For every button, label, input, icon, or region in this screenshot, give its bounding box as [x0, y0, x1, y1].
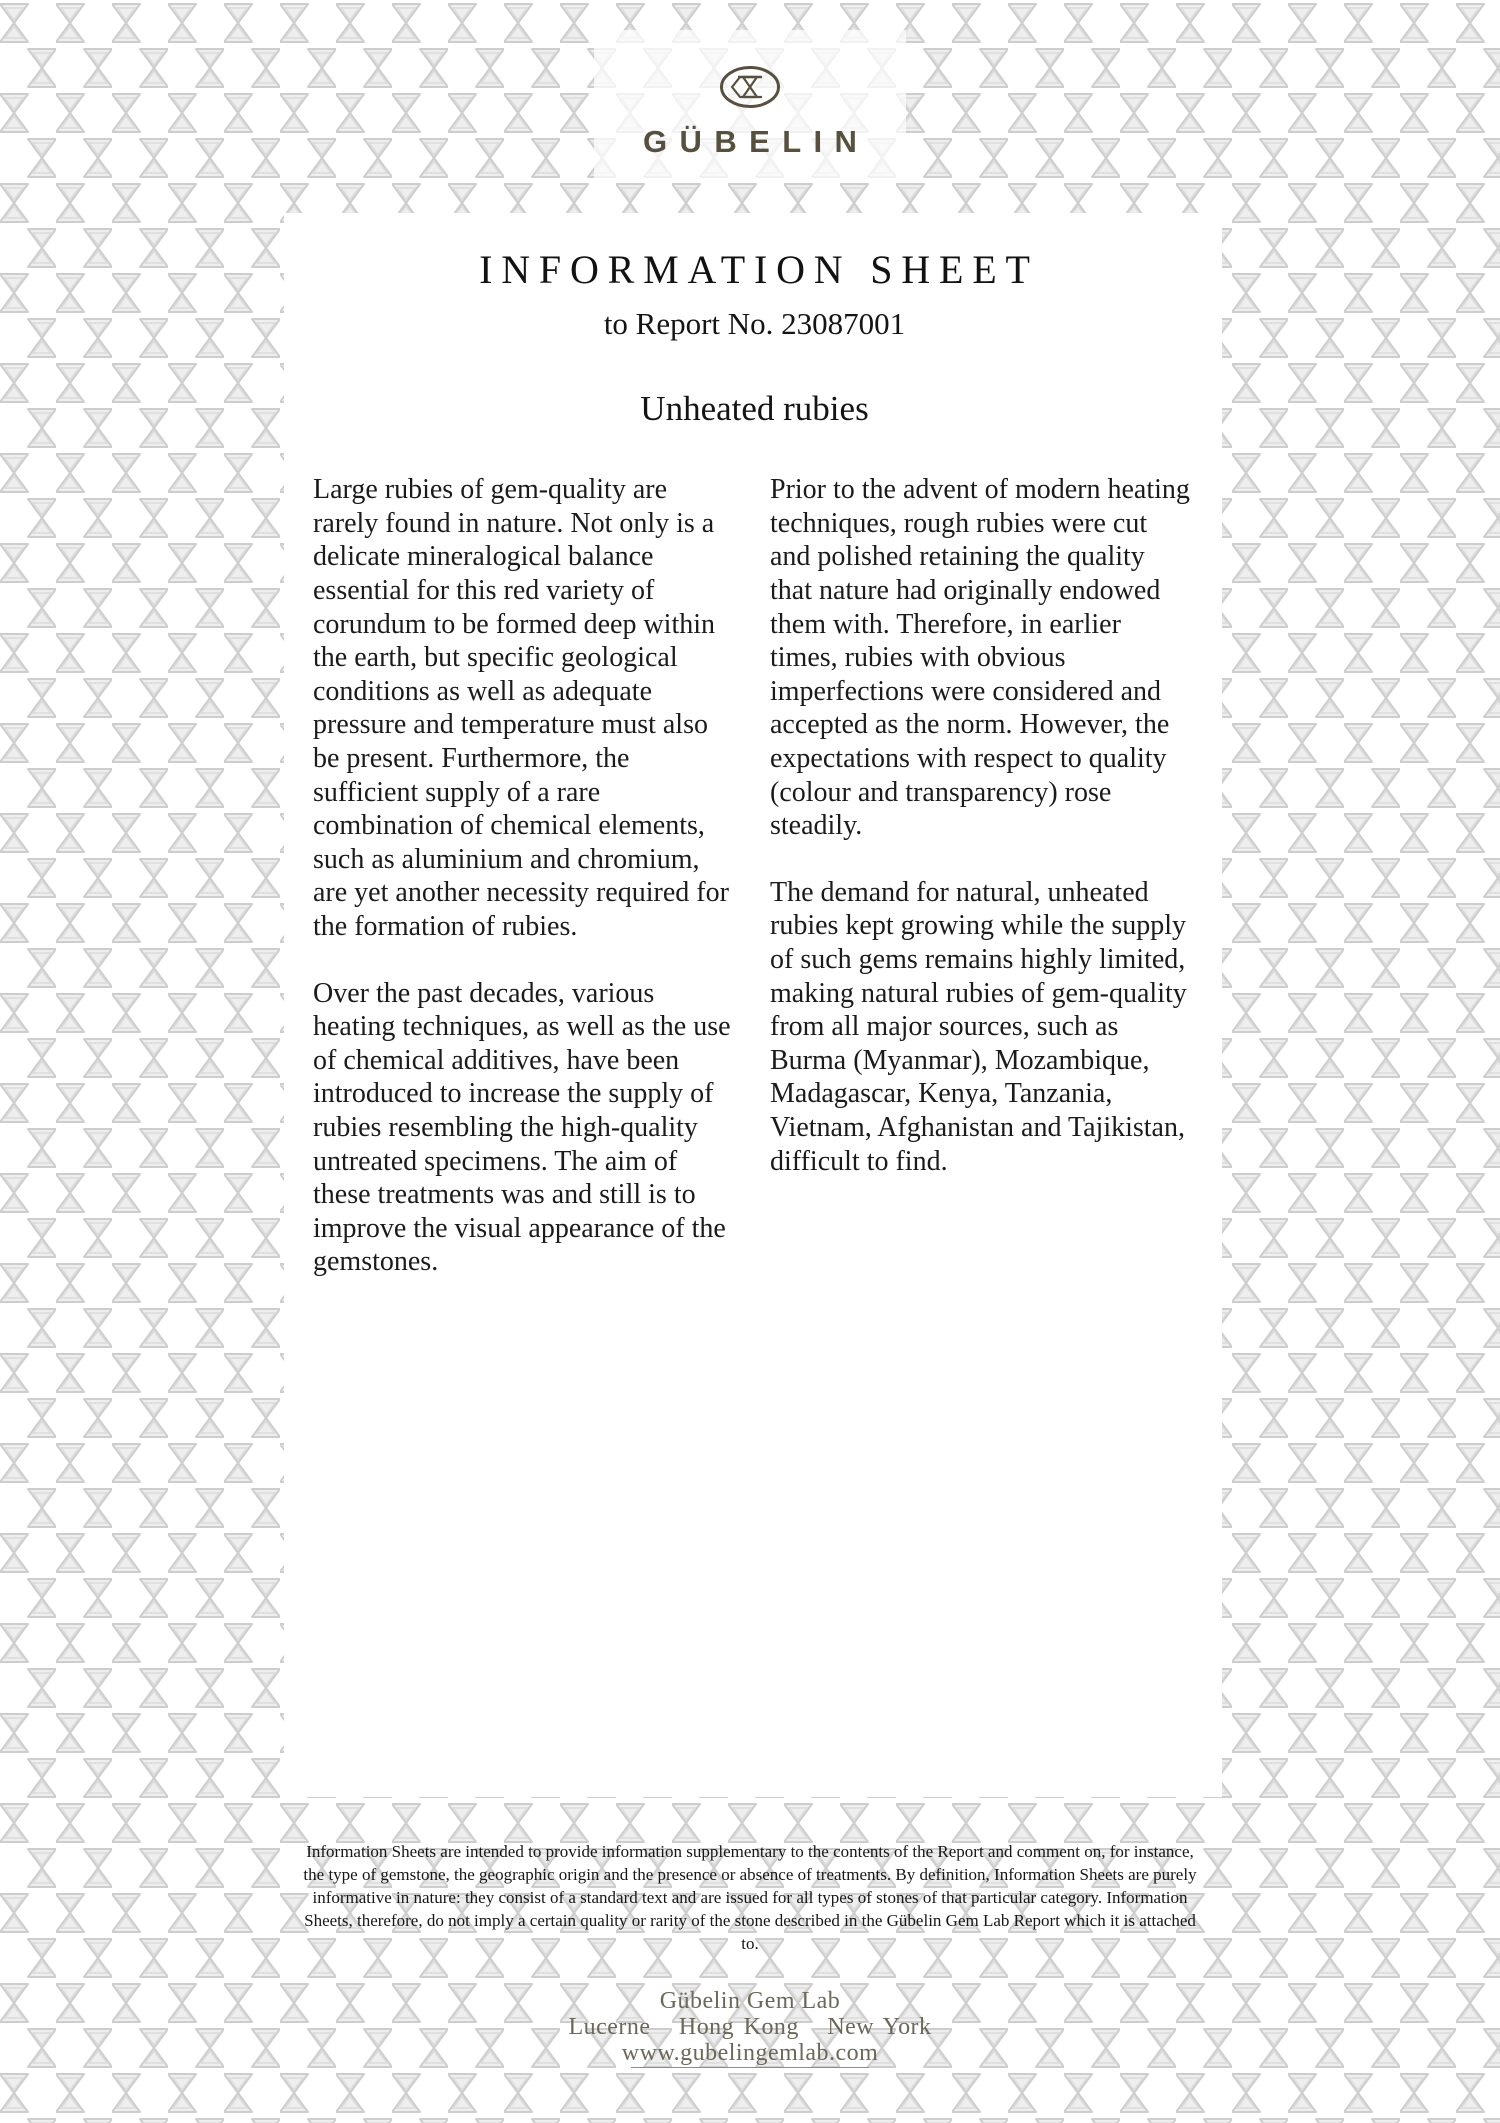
footer-org: Gübelin Gem Lab	[659, 1988, 841, 2014]
paragraph: Large rubies of gem-quality are rarely found in nature. Not only is a delicate mineralogical balance essential for this red variety of corundum to be formed deep within the earth, but specific geological conditions as well as adequate pressure and temperature must also be present. Furthermore, the sufficient supply of a rare combination of chemical elements, such as aluminium and chromium, are yet another necessity required for the formation of rubies.	[313, 474, 729, 942]
document-heading: Unheated rubies	[640, 389, 869, 428]
content-panel	[284, 213, 1222, 1797]
paragraph: The demand for natural, unheated rubies kept growing while the supply of such gems remains highly limited, making natural rubies of gem-quality from all major sources, such as Burma (Myanmar), Mozambique, Madagascar, Kenya, Tanzania, Vietnam, Afghanistan and Tajikistan, difficult to find.	[770, 876, 1187, 1177]
report-reference: to Report No. 23087001	[603, 306, 906, 341]
footer-rule	[631, 2067, 869, 2068]
left-column	[313, 473, 733, 1279]
right-column	[770, 473, 1190, 1279]
disclaimer-text: Information Sheets are intended to provide information supplementary to the contents of the Report and comment on, for instance, the type of gemstone, the geographic origin and the presence or absence of treatments. By definition, Information Sheets are purely informative in nature: they consist of a standard text and are issued for all types of stones of that particular category. Information Sheets, therefore, do not imply a certain quality or rarity of the stone described in the Gübelin Gem Lab Report which it is attached to.	[303, 1842, 1197, 1954]
footer-website[interactable]: www.gubelingemlab.com	[621, 2039, 879, 2066]
gubelin-wordmark: GÜBELIN	[643, 124, 870, 159]
body-columns	[313, 473, 1196, 1279]
footer-locations: Lucerne Hong Kong New York	[568, 2013, 932, 2040]
page-title: INFORMATION SHEET	[479, 247, 1039, 292]
paragraph: Prior to the advent of modern heating techniques, rough rubies were cut and polished retaining the quality that nature had originally endowed them with. Therefore, in earlier times, rubies with obvious imperfections were considered and accepted as the norm. However, the expectations with respect to quality (colour and transparency) rose steadily.	[770, 474, 1190, 842]
paragraph: Over the past decades, various heating techniques, as well as the use of chemical additives, have been introduced to increase the supply of rubies resembling the high-quality untreated specimens. The aim of these treatments was and still is to improve the visual appearance of the gemstones.	[313, 977, 731, 1278]
gubelin-emblem-icon	[718, 64, 782, 110]
footer	[0, 1988, 1500, 2068]
brand-logo	[0, 64, 1500, 160]
